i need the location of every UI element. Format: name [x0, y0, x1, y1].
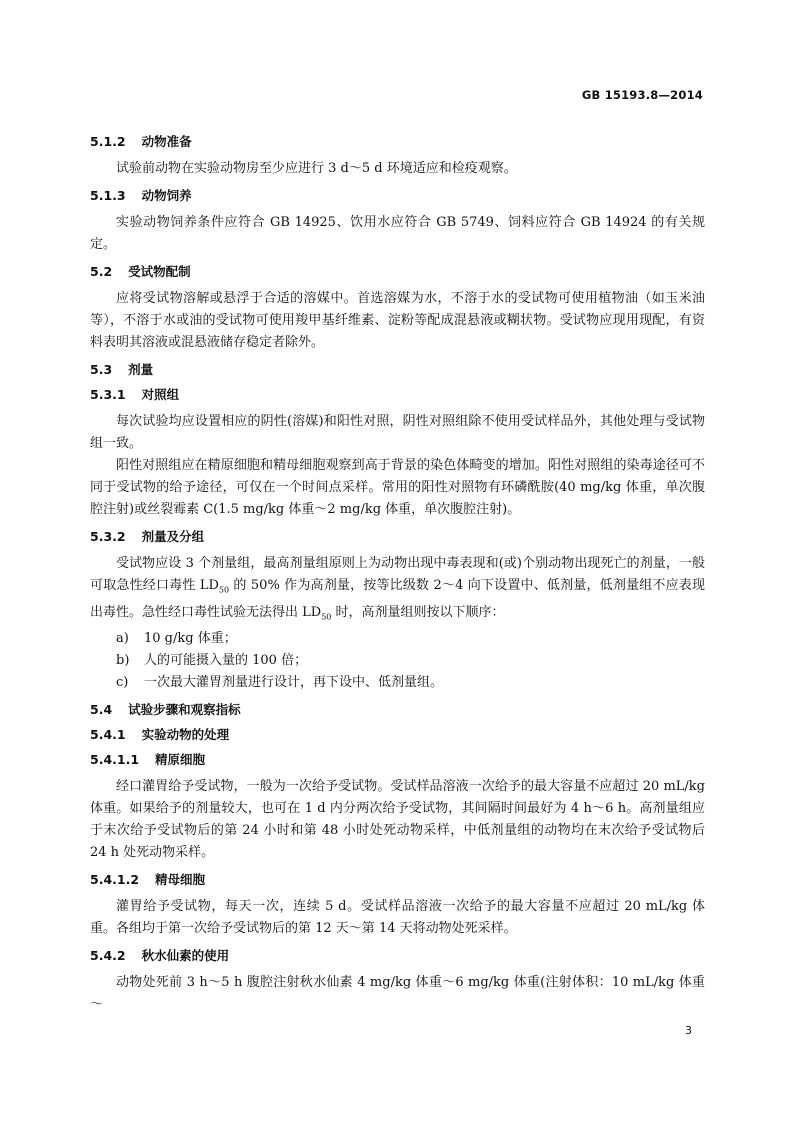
- section-title: 试验步骤和观察指标: [128, 702, 241, 718]
- heading-5-2: [90, 263, 705, 281]
- paragraph: 动物处死前 3 h～5 h 腹腔注射秋水仙素 4 mg/kg 体重～6 mg/kg 体重(注射体积：10 mL/kg 体重～: [90, 975, 705, 1013]
- heading-5-1-2: [90, 133, 705, 151]
- text-run: 的 50% 作为高剂量，按等比级数 2～4 向下设置中、低剂量，低剂量组不应表现出毒性。急性经口毒性试验无法得出 LD: [90, 578, 705, 620]
- heading-5-3-2: [90, 528, 705, 546]
- standard-code-header: GB 15193.8—2014: [581, 88, 703, 102]
- heading-5-4-1-1: [90, 751, 705, 769]
- section-title: 实验动物的处理: [141, 727, 230, 743]
- section-number: 5.1.2: [90, 134, 126, 149]
- heading-5-4-1: [90, 726, 705, 744]
- heading-5-4: [90, 701, 705, 719]
- paragraph: 阳性对照组应在精原细胞和精母细胞观察到高于背景的染色体畸变的增加。阳性对照组的染毒途径可不同于受试物的给予途径，可仅在一个时间点采样。常用的阳性对照物有环磷酰胺(40 mg/kg 体重，单次腹腔注射)或丝裂霉素 C(1.5 mg/kg 体重～2 mg/kg 体重，单次腹腔注射)。: [90, 458, 705, 517]
- list-item: [90, 672, 705, 694]
- heading-5-3-1: [90, 386, 705, 404]
- heading-5-4-1-2: [90, 871, 705, 889]
- list-marker: b): [116, 653, 130, 669]
- section-title: 精原细胞: [155, 752, 206, 768]
- page-number: 3: [685, 1024, 692, 1037]
- list-text: 10 g/kg 体重；: [144, 631, 237, 647]
- section-title: 精母细胞: [155, 872, 206, 888]
- section-number: 5.3: [90, 362, 113, 377]
- section-number: 5.3.1: [90, 387, 126, 402]
- heading-5-3: [90, 361, 705, 379]
- section-title: 动物饲养: [141, 188, 192, 203]
- paragraph: 实验动物饲养条件应符合 GB 14925、饮用水应符合 GB 5749、饲料应符合 GB 14924 的有关规定。: [90, 215, 705, 252]
- section-title: 剂量及分组: [141, 529, 205, 544]
- section-number: 5.1.3: [90, 188, 126, 203]
- paragraph: 应将受试物溶解或悬浮于合适的溶媒中。首选溶媒为水，不溶于水的受试物可使用植物油（如玉米油等），不溶于水或油的受试物可使用羧甲基纤维素、淀粉等配成混悬液或糊状物。受试物应现用现配，有资料表明其溶液或混悬液储存稳定者除外。: [90, 291, 705, 350]
- heading-5-4-2: [90, 947, 705, 965]
- list-text: 人的可能摄入量的 100 倍；: [144, 653, 308, 669]
- paragraph: 每次试验均应设置相应的阴性(溶媒)和阳性对照，阴性对照组除不使用受试样品外，其他处理与受试物组一致。: [90, 414, 705, 451]
- subscript: 50: [321, 612, 332, 622]
- paragraph: 经口灌胃给予受试物，一般为一次给予受试物。受试样品溶液一次给予的最大容量不应超过 20 mL/kg 体重。如果给予的剂量较大，也可在 1 d 内分两次给予受试物，其间隔时间最好为 4 h～6 h。高剂量组应于末次给予受试物后的第 24 小时和第 48 小时处死动物采样，中低剂量组的动物均在末次给予受试物后 24 h 处死动物采样。: [90, 779, 705, 861]
- section-number: 5.4.1.2: [90, 872, 140, 888]
- paragraph: 试验前动物在实验动物房至少应进行 3 d～5 d 环境适应和检疫观察。: [116, 161, 517, 176]
- heading-5-1-3: [90, 187, 705, 205]
- list-item: [90, 628, 705, 650]
- subscript: 50: [218, 585, 230, 595]
- section-number: 5.4: [90, 702, 113, 718]
- section-title: 动物准备: [141, 134, 192, 149]
- section-number: 5.4.1: [90, 727, 126, 743]
- section-number: 5.2: [90, 264, 113, 279]
- document-body: [90, 133, 705, 1016]
- section-title: 剂量: [128, 362, 154, 377]
- section-title: 受试物配制: [128, 264, 191, 279]
- section-title: 秋水仙素的使用: [141, 948, 230, 964]
- list-item: [90, 650, 705, 672]
- list-marker: c): [116, 675, 129, 691]
- section-number: 5.4.2: [90, 948, 126, 964]
- list-text: 一次最大灌胃剂量进行设计，再下设中、低剂量组。: [144, 675, 444, 691]
- section-title: 对照组: [141, 387, 180, 402]
- paragraph: [90, 553, 705, 628]
- paragraph: 灌胃给予受试物，每天一次，连续 5 d。受试样品溶液一次给予的最大容量不应超过 20 mL/kg 体重。各组均于第一次给予受试物后的第 12 天～第 14 天将动物处死采样。: [90, 899, 705, 937]
- list-marker: a): [116, 631, 129, 647]
- section-number: 5.4.1.1: [90, 752, 140, 768]
- text-run: 时，高剂量组则按以下顺序：: [331, 604, 505, 620]
- text-run: 受试物应设 3 个剂量组，最高剂量组原则上为动物出现中毒表现和(或)个别动物出现死亡的剂量，一般可取急性经口毒性 LD: [90, 556, 705, 593]
- section-number: 5.3.2: [90, 529, 126, 544]
